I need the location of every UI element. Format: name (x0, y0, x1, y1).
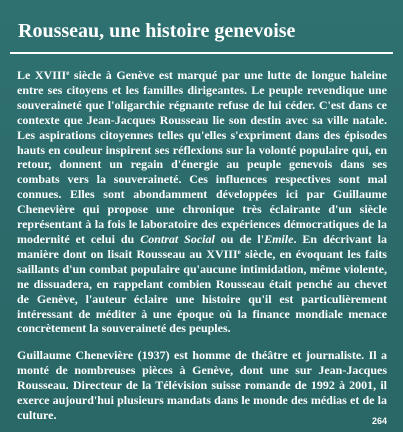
century-superscript-1: e (66, 69, 70, 77)
summary-text-4: . En décrivant la manière dont on lisait Rousseau au XVIII (17, 231, 388, 261)
author-bio-paragraph: Guillaume Chenevière (1937) est homme de théâtre et journaliste. Il a monté de nombreuses pièces à Genève, dont une sur Jean-Jacques Rousseau. Directeur de la Télévision suisse romande de 1992 à 2001, il exerce aujourd'hui plusieurs mandats dans le monde des médias et de la culture. (17, 348, 387, 422)
century-superscript-2: e (237, 247, 241, 256)
page-number: 264 (371, 416, 387, 426)
summary-text-5: siècle, en évoquant les faits saillants d'un combat populaire qu'aucune intimidation, même violente, ne dissuadera, en rappelant combien Rousseau était penché au chevet de Genève, l'auteur éclaire une histoire qu'il est particulièrement intéressant de méditer à une époque où la finance mondiale menace concrètement la souveraineté des peuples. (17, 246, 387, 336)
summary-paragraph (17, 68, 387, 336)
title-contrat-social: Contrat Social (140, 231, 215, 246)
summary-text-3: ou de l' (214, 231, 265, 246)
title-emile: Emile (264, 231, 294, 246)
summary-text-1: Le XVIII (17, 68, 67, 82)
summary-text-2: siècle à Genève est marqué par une lutte de longue haleine entre ses citoyens et les familles dirigeantes. Le peuple revendique une souveraineté que l'oligarchie régnante refuse de lui céder. C'est dans ce contexte que Jean-Jacques Rousseau lie son destin avec sa ville natale. Les aspirations citoyennes telles qu'elles s'expriment dans des épisodes hauts en couleur inspirent ses réflexions sur la volonté populaire qui, en retour, donnent un regain d'énergie au peuple genevois dans ses combats vers la souveraineté. Ces influences respectives sont mal connues. Elles sont abondamment développées ici par Guillaume Chenevière qui propose une chronique très éclairante d'un siècle représentant à la fois le laboratoire des expériences démocratiques de la modernité et celui du (17, 68, 387, 246)
blurb-text (17, 68, 387, 423)
page-title: Rousseau, une histoire genevoise (18, 20, 296, 42)
title-divider (10, 52, 393, 54)
